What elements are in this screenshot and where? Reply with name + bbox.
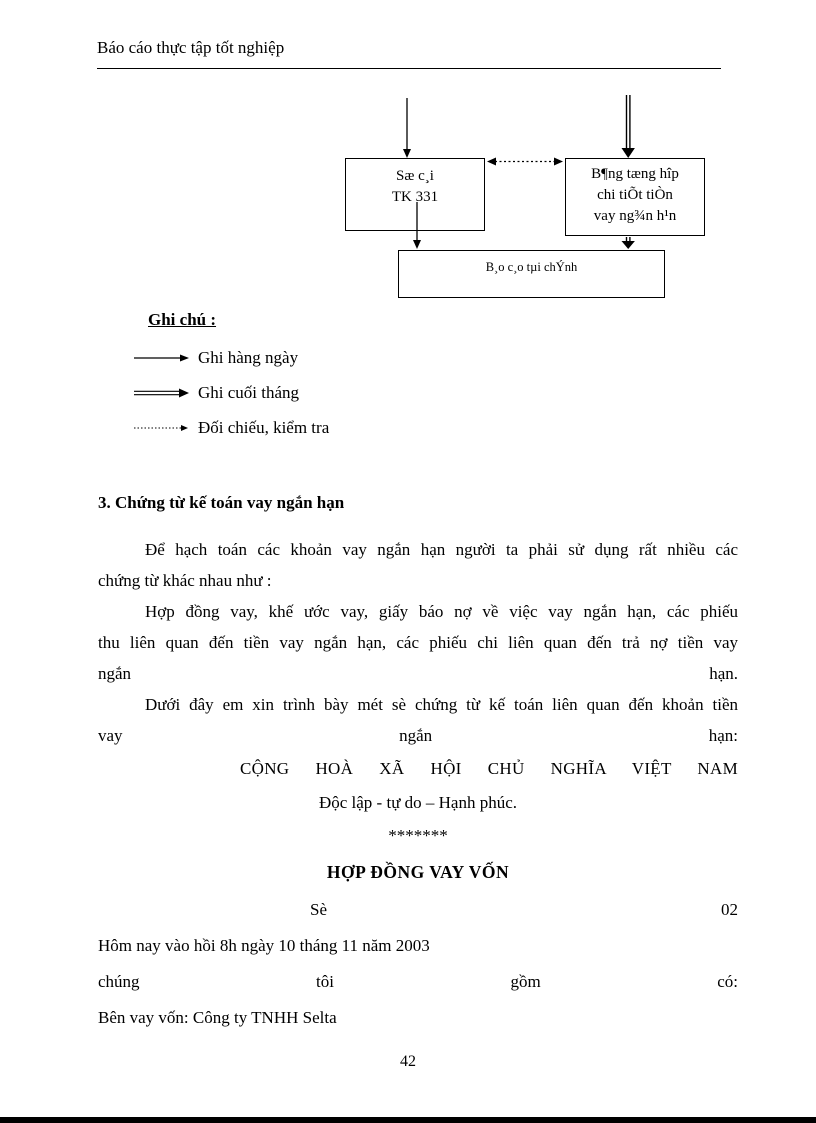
legend-item-label: Ghi cuối tháng [198,383,300,402]
legend-item-label: Ghi hàng ngày [198,348,299,367]
contract-number-value: 02 [721,900,738,919]
contract-date-line: Hôm nay vào hồi 8h ngày 10 tháng 11 năm 2003 [98,936,430,955]
para2-line2: thu liên quan đến tiền vay ngắn hạn, các phiếu chi liên quan đến trả nợ tiền vay [98,633,738,652]
para3-line1: Dưới đây em xin trình bày mét sè chứng từ kế toán liên quan đến khoản tiền [145,695,738,714]
page-header [97,38,721,69]
republic-heading: CỘNG HOÀ XÃ HỘI CHỦ NGHĨA VIỆT NAM [240,759,738,778]
summary-box [565,158,705,236]
financial-report-label: B¸o c¸o tµi chÝnh [485,260,578,274]
para1-line2: chứng từ khác nhau như : [98,571,272,590]
para3-line2: vay ngắn hạn: [98,726,738,745]
para2-line1: Hợp đồng vay, khế ước vay, giấy báo nợ về việc vay ngắn hạn, các phiếu [145,602,738,621]
single-arrow-icon [133,351,191,365]
header-title: Báo cáo thực tập tốt nghiệp [97,38,285,57]
para1-line1: Để hạch toán các khoản vay ngắn hạn người ta phải sử dụng rất nhiều các [145,540,738,559]
check-dashed-arrow-icon [487,158,563,166]
summary-box-line2: chi tiÕt tiÒn [597,187,673,203]
separator-stars: ******* [388,826,448,845]
para2-line3: ngắn hạn. [98,664,738,683]
borrower-line: Bên vay vốn: Công ty TNHH Selta [98,1008,337,1027]
legend [133,347,329,452]
ledger-box-line2: TK 331 [391,189,439,205]
page-number: 42 [400,1053,416,1070]
monthly-double-arrow-into-summary-icon [622,95,635,158]
parties-line: chúng tôi gồm có: [98,972,738,991]
contract-number-line [98,894,738,925]
legend-item-monthly [133,382,329,404]
bottom-edge-bar [0,1117,816,1123]
section-heading: 3. Chứng từ kế toán vay ngắn hạn [98,493,345,512]
accounting-flow-diagram [0,90,816,320]
financial-report-box [398,250,665,298]
legend-item-check [133,417,329,439]
legend-item-label: Đối chiếu, kiểm tra [198,418,330,437]
motto-line: Độc lập - tự do – Hạnh phúc. [318,793,518,812]
ledger-box [345,158,485,231]
contract-title: HỢP ĐỒNG VAY VỐN [326,862,510,882]
summary-box-line1: B¶ng tæng hîp [591,166,679,182]
contract-number-label: Sè [310,900,327,919]
ledger-box-line1: Sæ c¸i [396,168,434,184]
monthly-double-arrow-summary-to-report-icon [622,237,635,249]
legend-item-daily [133,347,329,369]
document-body [98,487,738,1033]
summary-box-line3: vay ng¾n h¹n [593,208,677,224]
legend-title: Ghi chú : [148,310,217,329]
dotted-arrow-icon [133,421,191,435]
double-arrow-icon [133,386,191,400]
daily-arrow-into-ledger-icon [403,98,411,158]
